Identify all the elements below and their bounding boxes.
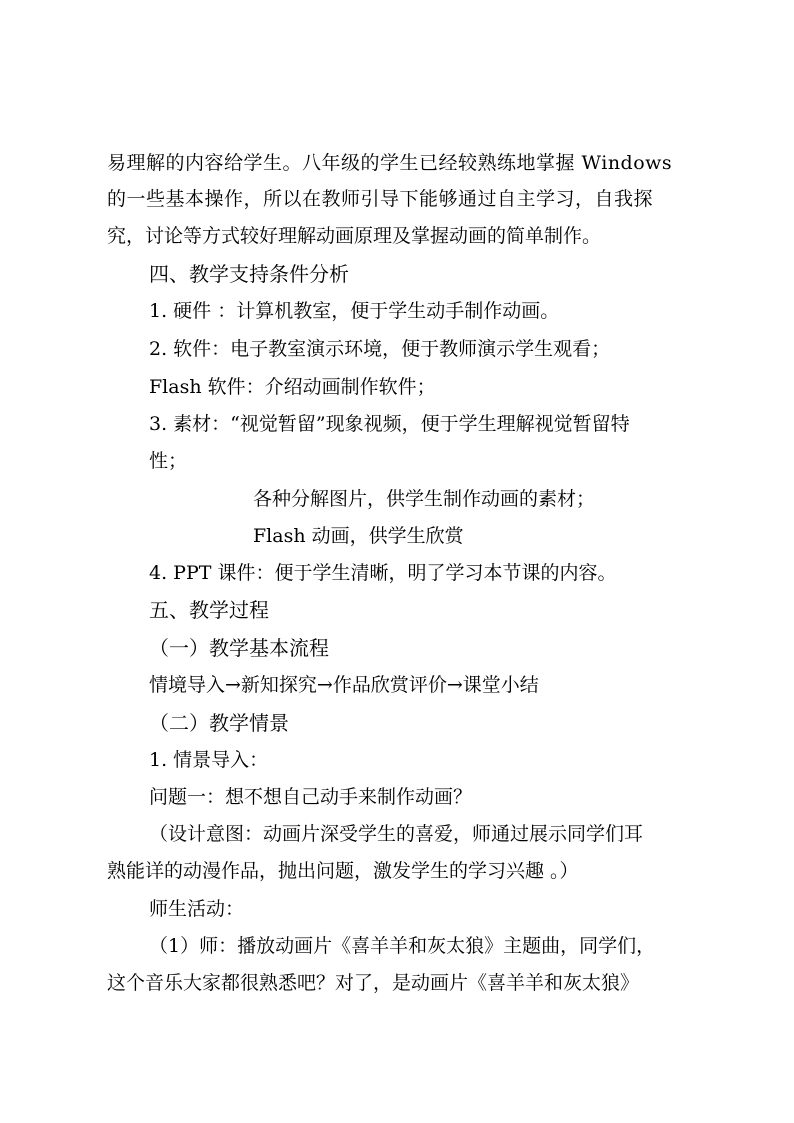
section-heading: 五、教学过程 [149,598,269,622]
intent-text: （设计意图：动画片深受学生的喜爱，师通过展示同学们耳 [149,823,644,845]
activity-label: 师生活动： [149,898,245,920]
paragraph-line: 的一些基本操作，所以在教师引导下能够通过自主学习，自我探 [107,188,654,210]
intent-text: 熟能详的动漫作品，抛出问题，激发学生的学习兴趣 。） [107,860,579,882]
list-item: 2. 软件：电子教室演示环境，便于教师演示学生观看； [149,338,611,360]
activity-text: 这个音乐大家都很熟悉吧？对了，是动画片《喜羊羊和灰太狼》 [107,972,640,994]
step-label: 1. 情景导入： [149,749,269,771]
list-item: 性； [149,450,188,472]
list-item: 1. 硬件 ：计算机教室，便于学生动手制作动画。 [149,300,560,322]
list-sub-item: 各种分解图片，供学生制作动画的素材； [253,488,596,510]
section-heading: 四、教学支持条件分析 [149,262,349,286]
list-item: 4. PPT 课件：便于学生清晰，明了学习本节课的内容。 [149,562,617,584]
subsection-heading: （一）教学基本流程 [149,636,329,660]
list-sub-item: Flash 动画，供学生欣赏 [253,525,464,547]
flow-text: 情境导入→新知探究→作品欣赏评价→课堂小结 [149,674,539,696]
paragraph-line: 究，讨论等方式较好理解动画原理及掌握动画的简单制作。 [107,225,602,247]
paragraph-line: 易理解的内容给学生。八年级的学生已经较熟练地掌握 Windows [107,152,673,174]
question-text: 问题一：想不想自己动手来制作动画？ [149,786,473,808]
subsection-heading: （二）教学情景 [149,711,289,735]
activity-text: （1）师：播放动画片《喜羊羊和灰太狼》主题曲，同学们， [149,935,656,957]
list-item: 3. 素材：“视觉暂留”现象视频，便于学生理解视觉暂留特 [149,413,630,435]
list-item: Flash 软件：介绍动画制作软件； [149,376,436,398]
